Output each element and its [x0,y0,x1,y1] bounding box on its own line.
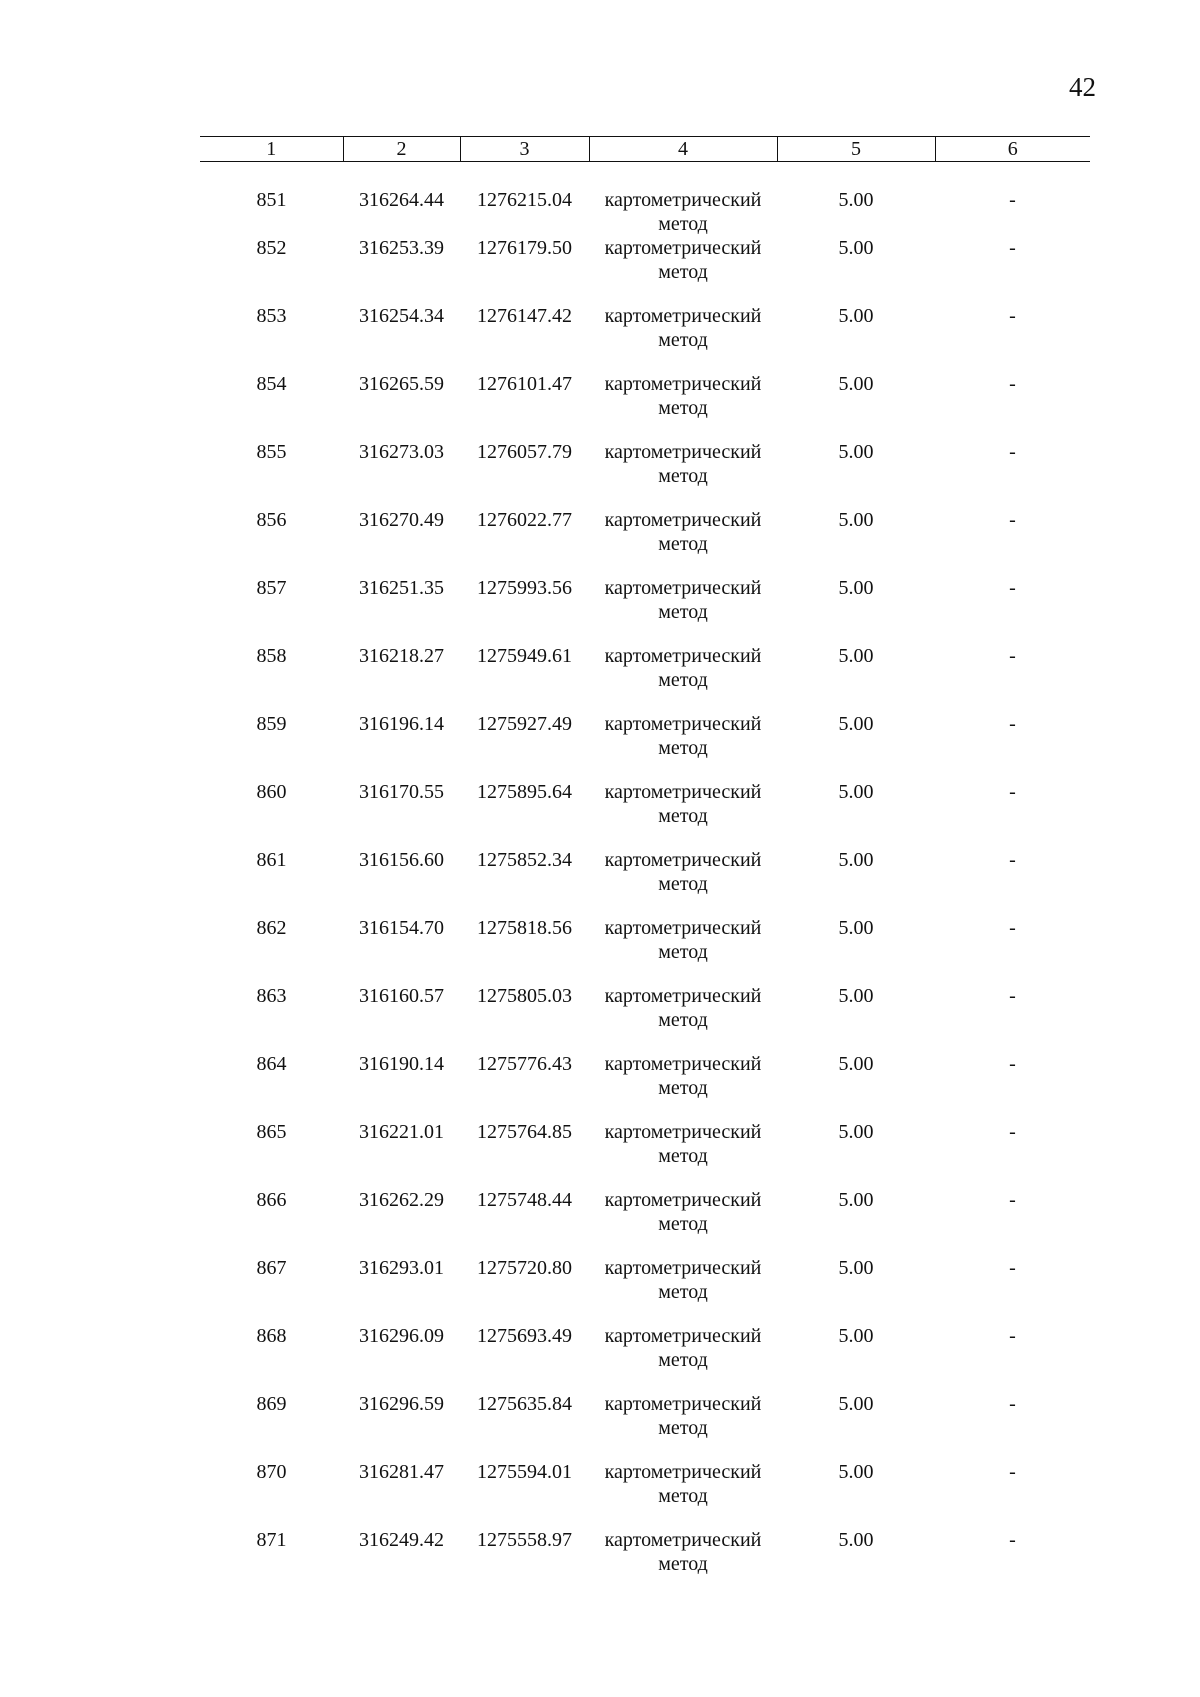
y-coordinate-cell: 1275776.43 [477,1053,572,1075]
method-cell [589,1120,777,1188]
x-coordinate-cell: 316196.14 [359,713,444,735]
point-number-cell: 864 [256,1053,287,1075]
table-row [200,984,1090,1052]
method-line-2: метод [658,397,708,419]
x-coordinate-cell: 316156.60 [359,849,444,871]
method-line-1: картометрический [604,373,762,395]
y-coordinate-cell: 1276101.47 [477,373,572,395]
note-cell: - [1009,1325,1016,1347]
point-number-cell: 859 [256,713,287,735]
accuracy-cell: 5.00 [838,1529,874,1551]
accuracy-cell: 5.00 [838,305,874,327]
table-row [200,1392,1090,1460]
method-cell [589,1528,777,1596]
point-number-cell: 855 [256,441,287,463]
y-coordinate-cell: 1275818.56 [477,917,572,939]
method-line-1: картометрический [604,1325,762,1347]
note-cell: - [1009,1189,1016,1211]
table-row [200,1188,1090,1256]
y-coordinate-cell: 1275949.61 [477,645,572,667]
x-coordinate-cell: 316296.59 [359,1393,444,1415]
note-cell: - [1009,509,1016,531]
method-cell [589,984,777,1052]
method-line-2: метод [658,669,708,691]
method-line-2: метод [658,261,708,283]
method-cell [589,576,777,644]
method-cell [589,372,777,440]
note-cell: - [1009,373,1016,395]
header-col-1: 1 [200,137,343,162]
y-coordinate-cell: 1276022.77 [477,509,572,531]
y-coordinate-cell: 1275993.56 [477,577,572,599]
y-coordinate-cell: 1275558.97 [477,1529,572,1551]
method-cell [589,848,777,916]
method-line-1: картометрический [604,713,762,735]
y-coordinate-cell: 1275720.80 [477,1257,572,1279]
method-cell [589,1188,777,1256]
point-number-cell: 861 [256,849,287,871]
note-cell: - [1009,1393,1016,1415]
y-coordinate-cell: 1275805.03 [477,985,572,1007]
accuracy-cell: 5.00 [838,1393,874,1415]
accuracy-cell: 5.00 [838,1461,874,1483]
method-line-2: метод [658,1077,708,1099]
method-line-1: картометрический [604,1121,762,1143]
x-coordinate-cell: 316253.39 [359,237,444,259]
method-cell [589,440,777,508]
point-number-cell: 858 [256,645,287,667]
accuracy-cell: 5.00 [838,985,874,1007]
accuracy-cell: 5.00 [838,1325,874,1347]
method-line-1: картометрический [604,577,762,599]
x-coordinate-cell: 316273.03 [359,441,444,463]
x-coordinate-cell: 316270.49 [359,509,444,531]
accuracy-cell: 5.00 [838,577,874,599]
method-line-1: картометрический [604,1189,762,1211]
table-row [200,780,1090,848]
accuracy-cell: 5.00 [838,237,874,259]
method-cell [589,1324,777,1392]
point-number-cell: 865 [256,1121,287,1143]
note-cell: - [1009,985,1016,1007]
table-row [200,712,1090,780]
note-cell: - [1009,1257,1016,1279]
x-coordinate-cell: 316254.34 [359,305,444,327]
accuracy-cell: 5.00 [838,1121,874,1143]
method-line-1: картометрический [604,509,762,531]
header-col-4: 4 [589,137,777,162]
accuracy-cell: 5.00 [838,1189,874,1211]
table-row [200,162,1090,237]
table-row [200,576,1090,644]
y-coordinate-cell: 1275927.49 [477,713,572,735]
method-line-2: метод [658,873,708,895]
method-cell [589,1392,777,1460]
method-line-1: картометрический [604,189,762,211]
x-coordinate-cell: 316293.01 [359,1257,444,1279]
point-number-cell: 867 [256,1257,287,1279]
accuracy-cell: 5.00 [838,373,874,395]
method-cell [589,162,777,237]
y-coordinate-cell: 1275594.01 [477,1461,572,1483]
note-cell: - [1009,577,1016,599]
x-coordinate-cell: 316160.57 [359,985,444,1007]
table-row [200,644,1090,712]
y-coordinate-cell: 1275693.49 [477,1325,572,1347]
method-line-1: картометрический [604,1529,762,1551]
method-cell [589,508,777,576]
y-coordinate-cell: 1276057.79 [477,441,572,463]
x-coordinate-cell: 316265.59 [359,373,444,395]
method-cell [589,1460,777,1528]
point-number-cell: 854 [256,373,287,395]
method-cell [589,780,777,848]
header-col-5: 5 [777,137,935,162]
accuracy-cell: 5.00 [838,1053,874,1075]
method-line-2: метод [658,1553,708,1575]
accuracy-cell: 5.00 [838,781,874,803]
method-cell [589,304,777,372]
x-coordinate-cell: 316221.01 [359,1121,444,1143]
method-line-1: картометрический [604,849,762,871]
note-cell: - [1009,1461,1016,1483]
header-col-3: 3 [460,137,589,162]
table-row [200,1528,1090,1596]
note-cell: - [1009,237,1016,259]
table-body [200,162,1090,1597]
x-coordinate-cell: 316251.35 [359,577,444,599]
table-row [200,440,1090,508]
method-line-2: метод [658,1485,708,1507]
note-cell: - [1009,305,1016,327]
table-row [200,916,1090,984]
method-cell [589,644,777,712]
method-line-2: метод [658,1145,708,1167]
method-line-2: метод [658,941,708,963]
x-coordinate-cell: 316154.70 [359,917,444,939]
accuracy-cell: 5.00 [838,713,874,735]
note-cell: - [1009,441,1016,463]
y-coordinate-cell: 1276179.50 [477,237,572,259]
table-row [200,304,1090,372]
note-cell: - [1009,917,1016,939]
coordinates-table-container [200,136,1090,1596]
point-number-cell: 852 [256,237,287,259]
accuracy-cell: 5.00 [838,849,874,871]
table-row [200,1460,1090,1528]
page-number: 42 [1069,72,1096,102]
note-cell: - [1009,713,1016,735]
method-line-2: метод [658,533,708,555]
y-coordinate-cell: 1276215.04 [477,189,572,211]
method-cell [589,236,777,304]
method-line-2: метод [658,1213,708,1235]
x-coordinate-cell: 316249.42 [359,1529,444,1551]
method-cell [589,712,777,780]
method-line-1: картометрический [604,237,762,259]
x-coordinate-cell: 316264.44 [359,189,444,211]
method-line-2: метод [658,1009,708,1031]
point-number-cell: 871 [256,1529,287,1551]
note-cell: - [1009,849,1016,871]
point-number-cell: 863 [256,985,287,1007]
point-number-cell: 860 [256,781,287,803]
table-row [200,1120,1090,1188]
method-cell [589,916,777,984]
method-line-2: метод [658,1349,708,1371]
table-row [200,1052,1090,1120]
point-number-cell: 857 [256,577,287,599]
table-row [200,848,1090,916]
table-row [200,508,1090,576]
accuracy-cell: 5.00 [838,441,874,463]
accuracy-cell: 5.00 [838,917,874,939]
method-line-2: метод [658,465,708,487]
y-coordinate-cell: 1275635.84 [477,1393,572,1415]
point-number-cell: 856 [256,509,287,531]
y-coordinate-cell: 1275764.85 [477,1121,572,1143]
method-line-1: картометрический [604,645,762,667]
y-coordinate-cell: 1275895.64 [477,781,572,803]
header-col-6: 6 [935,137,1090,162]
header-row [200,137,1090,162]
point-number-cell: 869 [256,1393,287,1415]
header-col-2: 2 [343,137,460,162]
point-number-cell: 853 [256,305,287,327]
x-coordinate-cell: 316170.55 [359,781,444,803]
method-line-1: картометрический [604,441,762,463]
accuracy-cell: 5.00 [838,645,874,667]
point-number-cell: 868 [256,1325,287,1347]
note-cell: - [1009,645,1016,667]
x-coordinate-cell: 316190.14 [359,1053,444,1075]
note-cell: - [1009,1121,1016,1143]
accuracy-cell: 5.00 [838,189,874,211]
method-line-2: метод [658,1281,708,1303]
note-cell: - [1009,1529,1016,1551]
note-cell: - [1009,189,1016,211]
table-row [200,1256,1090,1324]
coordinates-table [200,136,1090,1596]
method-line-1: картометрический [604,1393,762,1415]
point-number-cell: 866 [256,1189,287,1211]
method-cell [589,1256,777,1324]
accuracy-cell: 5.00 [838,509,874,531]
method-line-1: картометрический [604,985,762,1007]
method-line-2: метод [658,805,708,827]
method-line-1: картометрический [604,1257,762,1279]
method-line-1: картометрический [604,781,762,803]
point-number-cell: 851 [256,189,287,211]
method-line-2: метод [658,737,708,759]
table-header [200,137,1090,162]
point-number-cell: 870 [256,1461,287,1483]
table-row [200,236,1090,304]
method-line-2: метод [658,601,708,623]
method-line-1: картометрический [604,305,762,327]
accuracy-cell: 5.00 [838,1257,874,1279]
x-coordinate-cell: 316262.29 [359,1189,444,1211]
y-coordinate-cell: 1275748.44 [477,1189,572,1211]
method-line-2: метод [658,213,708,235]
point-number-cell: 862 [256,917,287,939]
table-row [200,372,1090,440]
method-line-2: метод [658,1417,708,1439]
note-cell: - [1009,1053,1016,1075]
table-row [200,1324,1090,1392]
method-line-1: картометрический [604,1053,762,1075]
y-coordinate-cell: 1276147.42 [477,305,572,327]
note-cell: - [1009,781,1016,803]
method-line-1: картометрический [604,917,762,939]
method-cell [589,1052,777,1120]
x-coordinate-cell: 316296.09 [359,1325,444,1347]
method-line-2: метод [658,329,708,351]
method-line-1: картометрический [604,1461,762,1483]
x-coordinate-cell: 316281.47 [359,1461,444,1483]
y-coordinate-cell: 1275852.34 [477,849,572,871]
x-coordinate-cell: 316218.27 [359,645,444,667]
